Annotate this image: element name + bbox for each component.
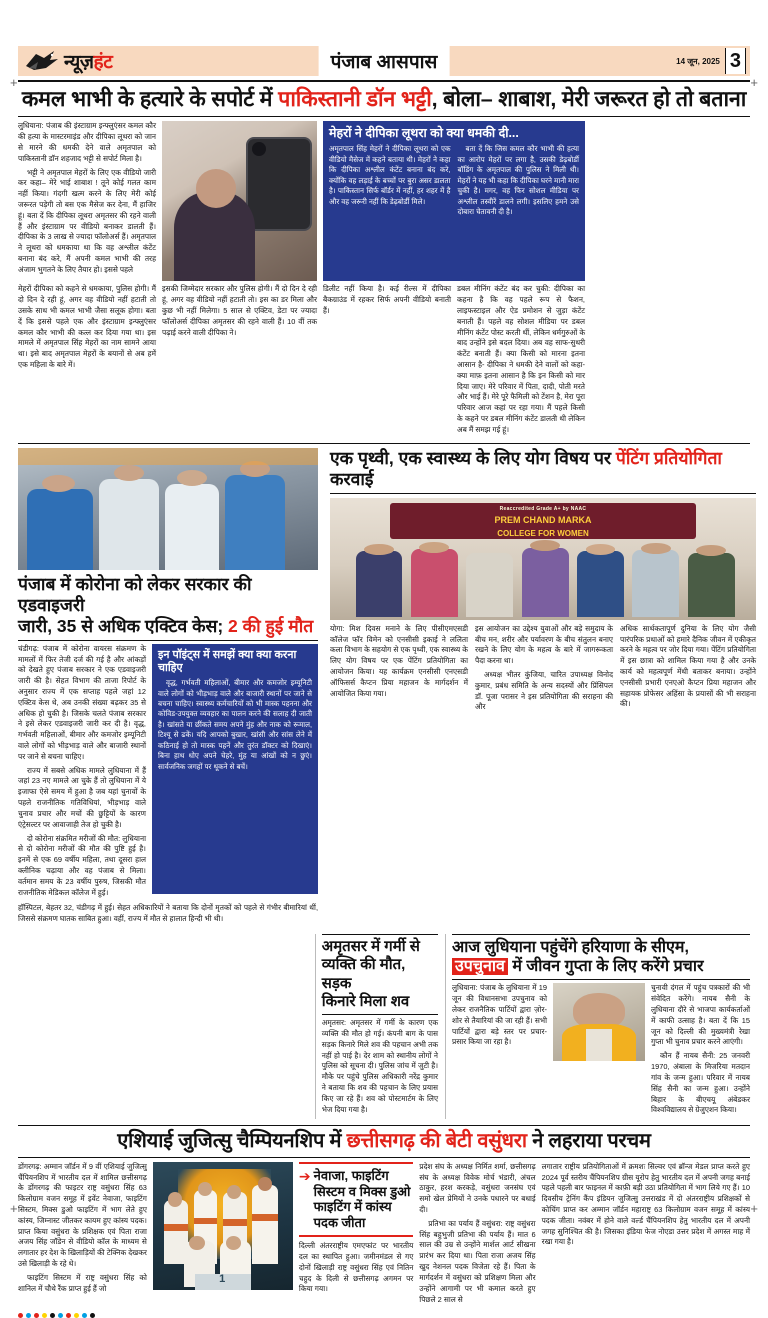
cm-rule: [452, 979, 750, 980]
yoga-para: इस आयोजन का उद्देश्य युवाओं और बड़े समुदाय के बीच मन, शरीर और पर्यावरण के बीच संतुलन बनाए रखने के लिए योग के महत्व के बारे में जागरूकता पैदा करना था।: [475, 623, 613, 666]
judo-para: फाइटिंग सिस्टम में राष्ट्र वसुंधरा सिंह को शानिल में चौथे रैंक प्राप्त हुई हैं जो: [18, 1272, 147, 1293]
judo-body: [18, 1162, 750, 1309]
amritsar-headline-line2: व्यक्ति की मौत, सड़क: [321, 956, 406, 992]
crop-mark-bottom-right: +: [750, 1201, 758, 1216]
yoga-headline: [330, 448, 756, 490]
cm-photo: [553, 983, 645, 1061]
amritsar-body: [322, 1018, 438, 1115]
yoga-column-2: [475, 624, 620, 717]
callout-para: बता दें कि जिस कमल कौर भाभी की हत्या का आरोप मेहरों पर लगा है, उसकी डेढ़बोर्डी बॉडिंग के अमृतपाल की पुलिस ने मिली थी। मेहरों ने यह भी कहा कि दीपिका घरने मानी मारा चुकी है। मगर, वह फिर सोशल मीडिया पर अश्लील तस्वीरें डालने लगी। इसलिए हमने उसे दोबारा चेतावनी दी है।: [457, 144, 580, 216]
corona-para: चंडीगढ़: पंजाब में कोरोना वायरस संक्रमण के मामलों में फिर तेजी दर्ज की गई है और आंकड़ों को देखते हुए पंजाब सरकार ने एक एडवाइजरी जारी की है। सेहत विभाग की ताजा रिपोर्ट के अनुसार राज्य में एक सप्ताह पहले जहां 12 एक्टिव केस थे, अब उनकी संख्या बढ़कर 35 से अधिक हो चुकी है। जिसके चलते पंजाब सरकार ने इसे लेकर एडवाइजरी जारी कर दी है। वृद्ध, गर्भवती महिलाओं, बीमार और कमजोर इम्यूनिटी वाले लोगों को भीड़भाड़ वाले और बाजारी स्थानों पर जाने से बचना चाहिए।: [18, 643, 146, 761]
judo-photo: 1: [153, 1162, 293, 1290]
corona-headline-line1: पंजाब में कोरोना को लेकर सरकार की एडवाइजरी: [18, 573, 252, 615]
judo-callout-top-rule: [299, 1162, 413, 1164]
yoga-banner-line3: COLLEGE FOR WOMEN: [497, 528, 589, 538]
cm-body: [452, 983, 750, 1119]
judo-para: लगातार राष्ट्रीय प्रतियोगिताओं में क्रमशः सिल्वर एवं ब्रॉन्ज मेडल प्राप्त करते हुए 2024 पूर्व स्तरीय चैंपियनशिप ग्रीस यूरोप हेतु भारतीय दल में अपनी जगह बनाई पहले पहली बार फाइनल में काफ़ी बड़ी उठा प्रतियोगिता में भाग लिये गए हैं। 10 दिवसीय ट्रेनिंग कैंप इंडियन जुजित्सु उत्तराखंड में दो अंतरराष्ट्रीय प्रशिक्षकों से कोचिंग प्राप्त कर अम्मान जॉर्डन महाराष्ट्र 63 किलोग्राम वजन समूह में कांस्य पदक जीता। नवंबर में होने वाले वर्ल्ड चैंपियनशिप हेतु भारतीय दल में अपनी जगह सुनिश्चित की है। जिसका इंडिया फेज नोएडा उत्तर प्रदेश में अगस्त माह में रखा गया है।: [541, 1161, 750, 1247]
judo-column-4: [542, 1162, 750, 1309]
cm-headline-line1: आज लुधियाना पहुंचेंगे हरियाणा के सीएम,: [452, 939, 689, 957]
crop-mark-top-right: +: [750, 75, 758, 90]
lead-para: मेहरों दीपिका को कहने से धमकाया, पुलिस होगी। मैं दो दिन दे रही हूं, अगर वह वीडियो नहीं हटाती तो उसके साथ भी कमल भाभी जैसा सलूक होगा। बता दें कि इससे पहले एक और इंस्टाग्राम इन्फ्लुएंसर कमल कौर भाभी की कत्ल कर दिया गया था। इस मामले में अमृतपाल सिंह मेहरों का नाम सामने आया था। इसे बाद अमृतपाल मेहरों के बयानों से अब हमें एक महिला के बारे में।: [18, 284, 156, 370]
lead-column-1: [18, 121, 162, 281]
cm-top-rule: [452, 934, 750, 935]
judo-photo-wrap: [153, 1162, 293, 1309]
yoga-para: योगा: मिश दिवस मनाने के लिए पीसीएमएसडी कॉलेज फॉर विमेन को एनसीसी इकाई ने ललिता कला विभाग के सहयोग से एक पृथ्वी, एक स्वास्थ्य के लिए योग विषय पर एक पेंटिंग प्रतियोगिता का आयोजन किया। यह कार्यक्रम एनसीसी एनएसडी ऑफिसर्स कैप्टन प्रिया महाजन के मार्गदर्शन में आयोजित किया गया।: [330, 623, 468, 698]
cm-column-1: [452, 983, 553, 1119]
brand-name: [64, 48, 112, 74]
corona-headline: [18, 574, 318, 637]
brand-part1: न्यूज़: [64, 52, 94, 73]
yoga-column-3: [620, 624, 756, 717]
lead-para: लुधियाना: पंजाब की इंस्टाग्राम इन्फ्लुएंसर कमल कौर की हत्या के मास्टरमाइंड और दीपिका लूथरा को जान से मारने की धमकी देने वाले अमृतपाल को पाकिस्तानी डॉन शहजाद भट्टी से सपोर्ट मिला है।: [18, 121, 156, 163]
lead-rule: [18, 116, 750, 117]
middle-row: [18, 447, 756, 928]
yoga-headline-red: पेंटिंग प्रतियोगिता: [615, 447, 722, 468]
lead-body-lower: [18, 284, 750, 438]
callout-para: अमृतपाल सिंह मेहरों ने दीपिका लूथरा को एक वीडियो मैसेज में कहने बताया थी। मेहरों ने कहा कि दीपिका अश्लील कंटेंट बनाना बंद करे, क्योंकि वह लड़ाई के बच्चों पर बुरा असर डालता है। पाकिस्तान सिर्फ बॉर्डर में नहीं, हर शहर में है और वह जरूरी नहीं कि डेढ़बोर्डी मिले।: [329, 144, 451, 206]
judo-column-2: [299, 1241, 413, 1295]
section-title: पंजाब आसपास: [330, 52, 438, 73]
cm-block: [452, 934, 750, 1119]
corona-para: दो कोरोना संक्रमित मरीजों की मौत: लुधियाना से दो कोरोना मरीजों की मौत की पुष्टि हुई है। इनमें से एक 69 वर्षीय महिला, तथा दूसरा हाल क्लीनिक चढ़ाया और वह पंजाब से मिला। वर्तमान समय के 23 वर्षीय पुरुष, जिसकी मौत राजनीतिक मेडिकल कॉलेज में हुई।: [18, 833, 146, 897]
crop-mark-top-left: +: [10, 75, 18, 90]
yoga-para: अधिक सार्थकतापूर्ण दुनिया के लिए योग जैसी पारंपरिक प्रथाओं को हमारे दैनिक जीवन में एकीकृत करने के महत्व पर जोर दिया गया। पेंटिंग प्रतियोगिता में इस छात्रा को शामिल किया गया है और उनके कार्य को महत्वपूर्ण मेंथी बताकर बनाया। उन्होंने एनसीसी प्रभारी एनएओ कैप्टन प्रिया महाजन और सहायक प्रोफेसर अहिंसा के प्रयासों की भी सराहना की।: [620, 623, 756, 709]
lead-column-5: [457, 284, 585, 438]
lead-headline-red: पाकिस्तानी डॉन भट्टी: [278, 87, 432, 111]
yoga-photo: [330, 498, 756, 620]
judo-headline: [18, 1130, 750, 1154]
amritsar-para: अमृतसर: अमृतसर में गर्मी के कारण एक व्यक्ति की मौत हो गई। कंपनी बाग के पास सड़क किनारे मिले शव की पहचान अभी तक नहीं हो पाई है। देर शाम को स्थानीय लोगों ने पुलिस को सूचना दी। पुलिस जांच में जुटी है। मौके पर पहुंचे पुलिस अधिकारी नरेंद्र कुमार ने बताया कि शव की पहचान के लिए प्रयास किए जा रहे हैं। शव को पोस्टमार्टम के लिए भेज दिया गया है।: [321, 1018, 439, 1114]
judo-column-1: [18, 1162, 153, 1309]
lead-callout-body: [329, 144, 579, 217]
judo-callout: [299, 1168, 413, 1231]
masthead-right: [676, 48, 750, 74]
yoga-headline-post: करवाई: [330, 468, 374, 489]
corona-callout-box: [152, 644, 318, 894]
cm-para: कौन हैं नायब सैनी: 25 जनवरी 1970, अंबाला के मिजरिया मतदान गांव के जन्म हुआ। परिवार में नायब सिंह सैनी का जन्म हुआ। उन्होंने बिहार के बीएचयू अंबेडकर विश्वविद्यालय से ग्रेजुएशन किया।: [651, 1051, 750, 1115]
amritsar-headline-line1: अमृतसर में गर्मी से: [321, 938, 420, 956]
judo-para: डोंगरगढ़: अम्मान जॉर्डन में 9 वीं एशियाई जुजित्सु चैंपियनशिप में भारतीय दल में शामिल छत्तीसगढ़ के डोंगरगढ़ की फाइटर राष्ट्र वसुंधरा सिंह 63 किलोग्राम वजन समूह में इवेंट नेवाजा, फाइटिंग सिस्टम, मिक्स डुओ फाइटिंग में भाग लेते हुए कांस्य, जिम्नास्ट जीतकर कायम हुए कांस्य पदक। प्राप्त किया वसुंधरा के प्रशिक्षक एवं पिता राजा अजय सिंह जॉडेन से वीडियो कॉल के माध्यम से लगातार हर देश के खिलाड़ियों की टेक्निक देखकर उसे खिलाड़ी के रहे थे।: [18, 1161, 147, 1269]
corona-para: राज्य में सबसे अधिक मामले लुधियाना में हैं जहां 23 नए मामले आ चुके हैं तो लुधियाना में ये इजाफा ऐसे समय में हुआ है जब यहां चुनावों के पहले राजनीतिक गतिविधियां, भीड़भाड़ वाले चुनाव प्रचार और मचों की छुट्टियों के कारण एंट्रेसल्टर पर आवाजाही तेज हो चुकी है।: [18, 765, 146, 829]
lead-para: डिलीट नहीं किया है। कई रील्स में दीपिका बैकग्राउंड में रहकर सिर्फ अपनी वीडियो बनाती हैं।: [323, 284, 451, 315]
judo-callout-headline: नेवाजा, फाइटिंग सिस्टम व मिक्स डुओ फाइटिंग में कांस्य पदक जीता: [313, 1167, 411, 1231]
color-registration-strip: [18, 1313, 750, 1318]
lead-para: इसकी जिम्मेदार सरकार और पुलिस होगी। मैं दो दिन दे रही हूं, अगर वह वीडियो नहीं हटाती तो। इस का डर मिला और कुछ भी नहीं मिलेगा। 5 साल से एक्टिव, डेटा पर ज्यादा फॉलोअर्स दीपिका अमृतसर की रहने वाली हैं। 10 वीं तक पढ़ाई करने वाली दीपिका ने।: [162, 284, 317, 337]
corona-para: हॉस्पिटल, बेहतर 32, चंडीगढ़ में हुई। सेहत अधिकारियों ने बताया कि दोनों मृतकों को पहले से गंभीर बीमारियां थीं, जिससे संक्रमण घातक साबित हुआ। वहीं, राज्य में मौत से हालात हिन्दी भी थी।: [18, 903, 318, 924]
newspaper-page: [0, 46, 768, 1304]
cm-para: लुधियाना: पंजाब के लुधियाना में 19 जून की विधानसभा उपचुनाव को लेकर राजनैतिक पार्टियों द्वारा ज़ोर-शोर से तैयारियां की जा रही हैं। सभी पार्टियों द्वारा बड़े स्तर पर प्रचार-प्रसार किया जा रहा है।: [452, 983, 547, 1047]
amritsar-block: [322, 934, 445, 1119]
corona-column-2: [18, 903, 318, 925]
cm-headline-line2-post: में जीवन गुप्ता के लिए करेंगे प्रचार: [507, 958, 704, 976]
judo-headline-post: ने लहराया परचम: [526, 1130, 651, 1153]
corona-block: [18, 448, 318, 928]
cm-para: चुनावी दंगल में पहुंच पत्रकारों की भी संवेदित करेंगे। नायब सैनी के लुधियाना दौरे से भाजपा कार्यकर्ताओं में काफी उत्साह है। बता दें कि 15 जून को दिल्ली की मुख्यमंत्री रेखा गुप्ता भी चुनाव प्रचार करने आएंगी।: [651, 983, 750, 1047]
eagle-logo-icon: [24, 48, 62, 74]
lead-headline: [18, 87, 750, 112]
cm-headline-red: उपचुनाव: [452, 958, 508, 975]
yoga-block: [330, 448, 756, 928]
corona-headline-line2-red: 2 की हुई मौत: [228, 615, 314, 636]
masthead-rule: [18, 80, 750, 82]
brand-part2: हंट: [93, 52, 113, 73]
section-title-wrap: [319, 46, 450, 76]
lead-callout-headline: मेहरों ने दीपिका लूथरा को क्या धमकी दी...: [329, 126, 519, 141]
lead-column-4: [323, 284, 457, 438]
lead-para: डबल मीनिंग कंटेंट बंद कर चुकी: दीपिका का कहना है कि वह पहले रूप से फैशन, लाइफस्टाइल और ऐड प्रमोशन से जुड़ा कंटेंट बनाती हैं। पहले वह सोशल मीडिया पर डबल मीनिंग कंटेंट पोस्ट करती थीं, लेकिन धर्मगुरुओं के बाद उन्होंने इसे बदल दिया। अब वह साफ-सुथरी कंटेंट बनाती हैं। क्या किसी को मारना इतना आसान है- दीपिका ने धमकी देने वालों को कहा- क्या माफ़ इतना आसान है कि इन किसी को मार दिया जाए। मेरे परिवार में पिता, दादी, पोती मरते और भाई हैं। मेरे पूरे फैमिली को टेंशन है, मेरा पूरा परिवार आज कहां पर रहा गया। मैं पहले किसी के कहने पर डबल मीनिंग कंटेंट डालती थी लेकिन अब मैं समझ गई हूं।: [457, 284, 585, 434]
amritsar-rule: [322, 1014, 438, 1015]
yoga-headline-pre: एक पृथ्वी, एक स्वास्थ्य के लिए योग विषय पर: [330, 447, 616, 468]
judo-callout-bottom-rule: [299, 1235, 413, 1237]
lead-column-2: [18, 284, 162, 438]
lead-body: [18, 121, 750, 281]
lead-column-3: [162, 284, 323, 438]
cm-column-2: [651, 983, 750, 1119]
lead-headline-pre: कमल भाभी के हत्यारे के सपोर्ट में: [21, 87, 279, 111]
column-divider-3: [445, 934, 446, 1119]
yoga-para: अध्यक्ष भीतर कुंजिया, चारित उपाध्यक्ष विनोद कुमार, प्रबंध समिति के अन्य सदस्यों और प्रिंसिपल डॉ. पूजा परासर ने इस प्रतियोगिता की सराहना की और: [475, 669, 613, 712]
right-arrow-icon: ➔: [298, 1167, 311, 1184]
corona-photo: [18, 448, 318, 570]
amritsar-top-rule: [322, 934, 438, 935]
lead-para: भट्टी ने अमृतपाल मेहरों के लिए एक वीडियो जारी कर कहा– मेरे भाई शाबाश ! तूने कोई गलत काम नहीं किया। गंदगी खत्म करने के लिए मेरी कोई जरूरत पड़ेगी तो बस एक मैसेज कर देना, मैं हाजिर हूं। बता दें कि दीपिका लूथरा अमृतसर की रहने वाली हैं और इंस्टाग्राम पर वीडियो बनाकर डालती हैं। दीपिका के 3 लाख से ज्यादा फॉलोअर्स हैं। अमृतपाल ने लूथरा को धमकाया था कि वह अश्लील कंटेंट बनाना बंद करे, मैं अपनी कमल भाभी की तरह अंजाम भुगतने के लिए तैयार हो। इससे पहले: [18, 167, 156, 274]
corona-column-1: [18, 644, 152, 902]
judo-headline-pre: एशियाई जुजित्सु चैम्पियनशिप में: [117, 1130, 347, 1153]
column-divider-2: [315, 934, 316, 1119]
page-number: 3: [725, 48, 746, 74]
corona-body: [18, 644, 318, 902]
corona-callout-headline: इन पॉइंट्स में समझें क्या क्या करना चाहिए: [158, 648, 297, 674]
lead-headline-post: , बोला– शाबाश, मेरी जरूरत हो तो बताना: [431, 87, 747, 111]
lead-bottom-rule: [18, 443, 750, 444]
yoga-rule: [330, 493, 756, 494]
masthead: [18, 46, 750, 76]
judo-top-rule: [18, 1125, 750, 1126]
cm-headline: [452, 938, 750, 976]
judo-rule: [18, 1157, 750, 1158]
judo-headline-red: छत्तीसगढ़ की बेटी वसुंधरा: [346, 1130, 527, 1153]
lead-photo: [162, 121, 317, 281]
yoga-body: [330, 624, 756, 717]
yoga-column-1: [330, 624, 475, 717]
corona-rule: [18, 640, 318, 641]
amritsar-headline-line3: किनारे मिला शव: [321, 992, 410, 1010]
corona-headline-line2-pre: जारी, 35 से अधिक एक्टिव केस;: [18, 615, 229, 636]
judo-callout-wrap: [299, 1162, 413, 1309]
masthead-logo[interactable]: [18, 48, 174, 74]
amritsar-headline: [322, 938, 438, 1011]
lead-callout-box: [323, 121, 585, 281]
corona-callout-body: [158, 678, 312, 772]
yoga-banner-line2: PREM CHAND MARKA: [494, 515, 592, 526]
judo-para: प्रतिभा का पर्याय हैं वसुंधरा: राष्ट्र वसुंधरा सिंह बहुभुजी प्रतिभा की पर्याय हैं। मात 6 साल की उम्र से उन्होंने मार्शल आर्ट सीखना प्रारंभ कर दिया था। पिता राजा अजय सिंह खुद नेशनल पदक विजेता रहे हैं। पिता के मार्गदर्शन में वसुंधरा को प्रशिक्षण मिला और उन्होंने आगामी पर भी कमाल करते हुए पिछले 2 साल से: [419, 1218, 536, 1304]
third-row: [18, 934, 750, 1119]
judo-para: दिल्ली अंतरराष्ट्रीय एमएफांट पर भारतीय दल का स्थापित हुआ। जमीनमंडल से गए दोनों खिलाड़ी राष्ट्र वसुंधरा सिंह एवं नितिन चहुद के दिली से छत्तीसगढ़ अगमन पर किया गया।: [298, 1241, 414, 1294]
corona-callout-para: वृद्ध, गर्भवती महिलाओं, बीमार और कमजोर इम्यूनिटी वाले लोगों को भीड़भाड़ वाले और बाजारी स्थानों पर जाने से बचना चाहिए। स्वास्थ्य कर्मचारियों को भी मास्क पहनना और कोविड-उपयुक्त व्यवहार का पालन करने की सलाह दी जाती है। खांसते या छींकते समय अपने मुंह और नाक को रूमाल, टिश्यू से ढकें। यदि आपको बुखार, खांसी और सांस लेने में कठिनाई हो तो मास्क पहनें और तुरंत डॉक्टर को दिखाएं। बिना हाथ धोए अपने चेहरे, मुंह या आंखों को न छुएं। सार्वजनिक जगहों पर थूकने से बचें।: [158, 678, 312, 771]
crop-mark-bottom-left: +: [10, 1201, 18, 1216]
publication-date: 14 जून, 2025: [676, 56, 720, 66]
judo-column-3: [419, 1162, 541, 1309]
yoga-banner-line1: Reaccredited Grade A+ by NAAC: [499, 506, 587, 513]
judo-para: प्रदेश संघ के अध्यक्ष निर्मित शर्मा, छत्तीसगढ़ संघ के अध्यक्ष विवेक मोर्च भंडारी, अंचल ठाकुर, हरश करकड़े, वसुंधरा जनसंघ एवं समो खेल प्रेमियों ने उनके पधारने पर बधाई दी।: [419, 1161, 536, 1215]
third-row-left-spacer: [18, 934, 309, 1119]
